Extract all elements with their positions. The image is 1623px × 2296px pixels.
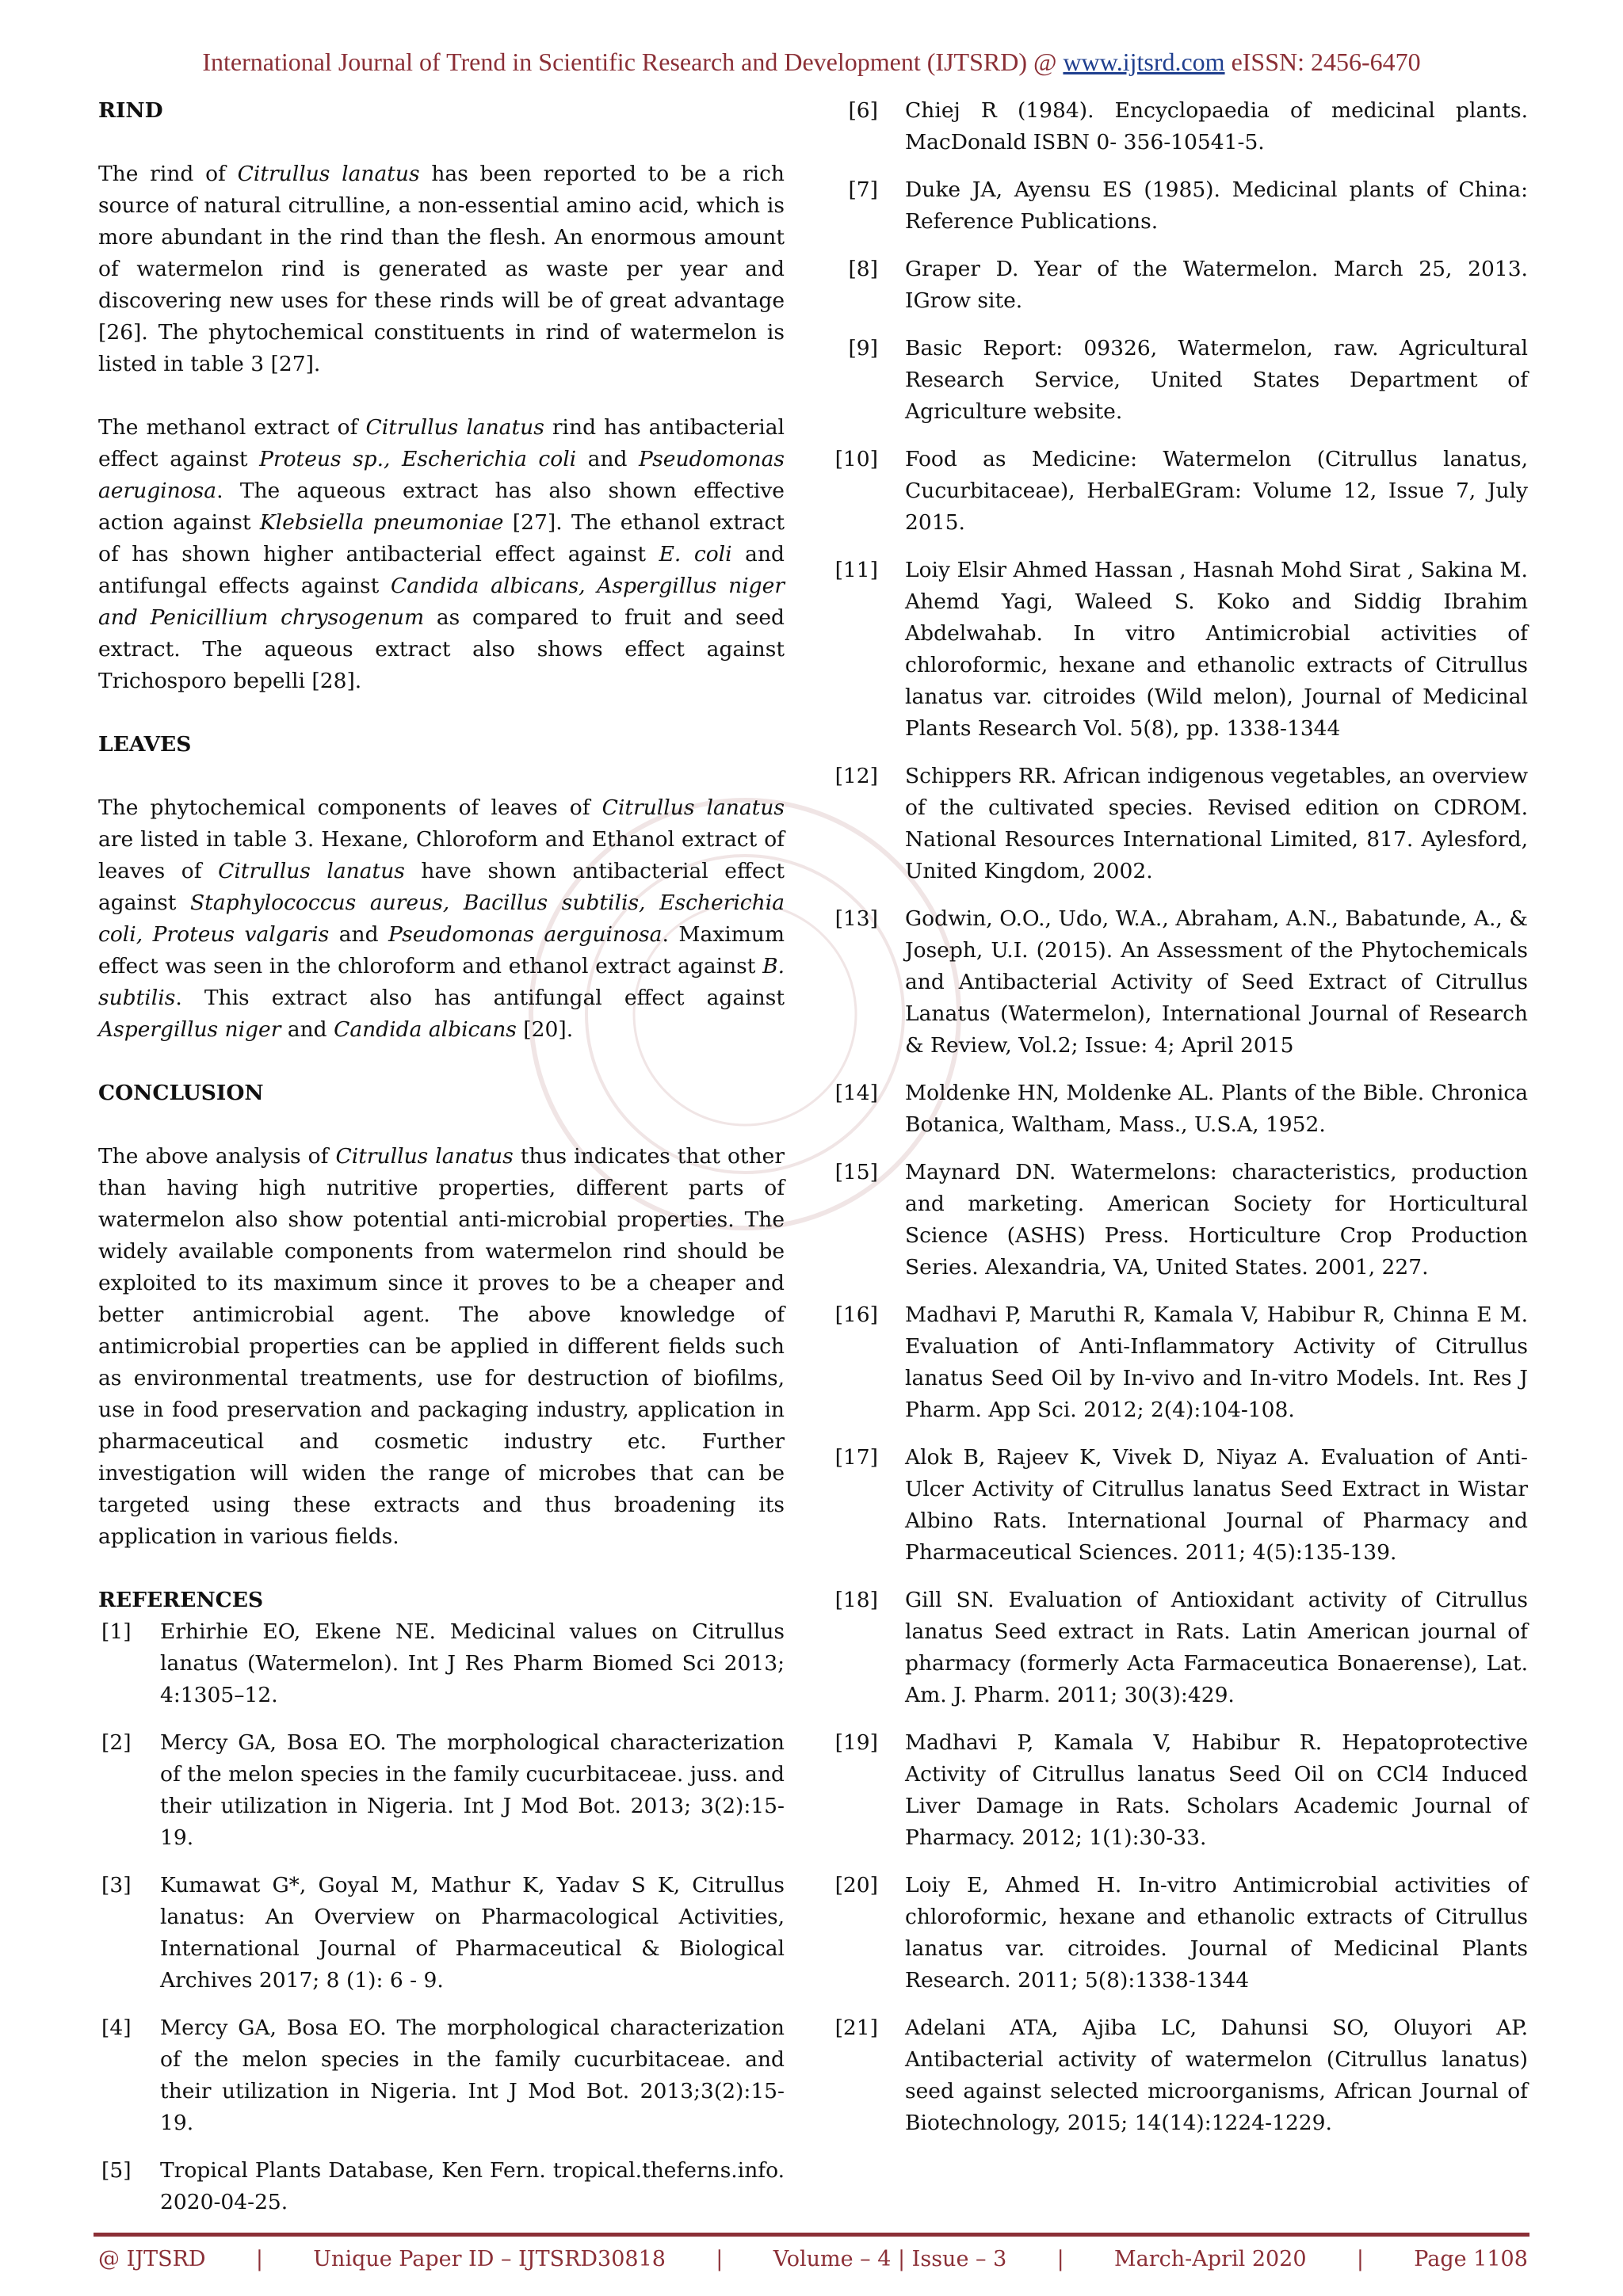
reference-number: [21]	[834, 2016, 878, 2040]
text-run: and	[329, 922, 388, 947]
reference-text: Erhirhie EO, Ekene NE. Medicinal values on Citrullus lanatus (Watermelon). Int J Res Pharm Biomed Sci 2013; 4:1305–12.	[160, 1619, 785, 1707]
reference-number: [5]	[101, 2158, 132, 2183]
text-run: The rind of	[98, 162, 238, 186]
text-run: has been reported to be a rich source of natural citrulline, a non-essential amino acid, which is more abundant in the rind than the flesh. An enormous amount of watermelon rind is generated as waste per year and discovering new uses for these rinds will be of great advantage [26]. The phytochemical constituents in rind of watermelon is listed in table 3 [27].	[98, 162, 785, 376]
footer-rule	[94, 2233, 1529, 2237]
references-section-left	[98, 1585, 785, 2218]
reference-item	[829, 1299, 1528, 1426]
reference-number: [8]	[848, 257, 878, 281]
footer-separator: |	[716, 2247, 724, 2271]
reference-item	[98, 1727, 785, 1854]
reference-text: Kumawat G*, Goyal M, Mathur K, Yadav S K, Citrullus lanatus: An Overview on Pharmacological Activities, International Journal of Pharmaceutical & Biological Archives 2017; 8 (1): 6 - 9.	[160, 1873, 785, 1993]
rind-section	[98, 95, 785, 697]
footer-paper-id: Unique Paper ID – IJTSRD30818	[313, 2247, 666, 2271]
conclusion-section	[98, 1077, 785, 1553]
text-run: The methanol extract of	[98, 415, 366, 440]
text-run: . The aqueous extract has also shown effective action against	[98, 479, 785, 535]
reference-item	[98, 2012, 785, 2139]
reference-item	[829, 333, 1528, 428]
running-header	[0, 48, 1623, 77]
italic-text-run: Citrullus lanatus	[335, 1144, 514, 1169]
reference-text: Loiy Elsir Ahmed Hassan , Hasnah Mohd Sirat , Sakina M. Ahemd Yagi, Waleed S. Koko and Siddig Ibrahim Abdelwahab. In vitro Antimicrobial activities of chloroformic, hexane and ethanolic extracts of Citrullus lanatus var. citroides (Wild melon), Journal of Medicinal Plants Research Vol. 5(8), pp. 1338-1344	[905, 558, 1528, 741]
reference-number: [3]	[101, 1873, 132, 1897]
reference-number: [15]	[834, 1160, 878, 1184]
reference-item	[829, 254, 1528, 317]
footer-separator: |	[255, 2247, 263, 2271]
italic-text-run: Pseudomonas aeruginosa	[98, 447, 785, 503]
reference-number: [11]	[834, 558, 878, 582]
reference-text: Loiy E, Ahmed H. In-vitro Antimicrobial activities of chloroformic, hexane and ethanolic extracts of Citrullus lanatus var. citroides. Journal of Medicinal Plants Research. 2011; 5(8):1338-1344	[905, 1873, 1528, 1993]
reference-list-left	[98, 1616, 785, 2218]
conclusion-paragraph	[98, 1141, 785, 1553]
reference-item	[829, 1157, 1528, 1283]
reference-text: Mercy GA, Bosa EO. The morphological characterization of the melon species in the family cucurbitaceae. juss. and their utilization in Nigeria. Int J Mod Bot. 2013; 3(2):15-19.	[160, 1730, 785, 1850]
reference-text: Godwin, O.O., Udo, W.A., Abraham, A.N., Babatunde, A., & Joseph, U.I. (2015). An Assessment of the Phytochemicals and Antibacterial Activity of Seed Extract of Citrullus Lanatus (Watermelon), International Journal of Research & Review, Vol.2; Issue: 4; April 2015	[905, 906, 1528, 1058]
reference-text: Mercy GA, Bosa EO. The morphological characterization of the melon species in the family cucurbitaceae. and their utilization in Nigeria. Int J Mod Bot. 2013;3(2):15-19.	[160, 2016, 785, 2135]
reference-item	[98, 1870, 785, 1997]
italic-text-run: Klebsiella pneumoniae	[259, 510, 504, 535]
reference-text: Adelani ATA, Ajiba LC, Dahunsi SO, Oluyori AP. Antibacterial activity of watermelon (Citrullus lanatus) seed against selected microorganisms, African Journal of Biotechnology, 2015; 14(14):1224-1229.	[905, 2016, 1528, 2135]
reference-number: [2]	[101, 1730, 132, 1755]
reference-item	[829, 1077, 1528, 1141]
text-run: . This extract also has antifungal effect against	[175, 986, 785, 1010]
italic-text-run: Citrullus lanatus	[601, 795, 785, 820]
reference-text: Chiej R (1984). Encyclopaedia of medicinal plants. MacDonald ISBN 0- 356-10541-5.	[905, 98, 1528, 154]
reference-text: Graper D. Year of the Watermelon. March 25, 2013. IGrow site.	[905, 257, 1528, 313]
rind-heading: RIND	[98, 98, 163, 123]
reference-item	[829, 903, 1528, 1062]
reference-number: [20]	[834, 1873, 878, 1897]
rind-paragraph-1	[98, 158, 785, 380]
footer-publisher: @ IJTSRD	[98, 2247, 206, 2271]
footer-separator: |	[1056, 2247, 1064, 2271]
text-run: as compared to fruit and seed extract. The aqueous extract also shows effect against Trichosporo bepelli [28].	[98, 605, 785, 693]
reference-text: Basic Report: 09326, Watermelon, raw. Agricultural Research Service, United States Department of Agriculture website.	[905, 336, 1528, 424]
italic-text-run: Staphylococcus aureus, Bacillus subtilis, Escherichia coli, Proteus valgaris	[98, 891, 785, 947]
reference-text: Tropical Plants Database, Ken Fern. tropical.theferns.info. 2020-04-25.	[160, 2158, 785, 2214]
reference-item	[829, 1870, 1528, 1997]
italic-text-run: B. subtilis	[98, 954, 785, 1010]
footer-date: March-April 2020	[1114, 2247, 1307, 2271]
italic-text-run: Proteus sp., Escherichia coli	[259, 447, 577, 471]
reference-text: Madhavi P, Kamala V, Habibur R. Hepatoprotective Activity of Citrullus lanatus Seed Oil on CCl4 Induced Liver Damage in Rats. Scholars Academic Journal of Pharmacy. 2012; 1(1):30-33.	[905, 1730, 1528, 1850]
reference-item	[98, 2155, 785, 2218]
reference-text: Alok B, Rajeev K, Vivek D, Niyaz A. Evaluation of Anti-Ulcer Activity of Citrullus lanatus Seed Extract in Wistar Albino Rats. International Journal of Pharmacy and Pharmaceutical Sciences. 2011; 4(5):135-139.	[905, 1445, 1528, 1565]
italic-text-run: Citrullus lanatus	[218, 859, 405, 883]
reference-item	[829, 1727, 1528, 1854]
reference-text: Moldenke HN, Moldenke AL. Plants of the Bible. Chronica Botanica, Waltham, Mass., U.S.A, 1952.	[905, 1081, 1528, 1137]
italic-text-run: E. coli	[659, 542, 732, 566]
reference-item	[829, 174, 1528, 238]
reference-item	[829, 1442, 1528, 1569]
running-footer	[98, 2247, 1528, 2271]
reference-number: [9]	[848, 336, 878, 360]
reference-text: Schippers RR. African indigenous vegetables, an overview of the cultivated species. Revised edition on CDROM. National Resources International Limited, 817. Aylesford, United Kingdom, 2002.	[905, 764, 1528, 883]
reference-number: [1]	[101, 1619, 132, 1644]
reference-item	[829, 555, 1528, 745]
reference-number: [7]	[848, 177, 878, 202]
leaves-paragraph	[98, 792, 785, 1046]
reference-number: [14]	[834, 1081, 878, 1105]
reference-text: Food as Medicine: Watermelon (Citrullus lanatus, Cucurbitaceae), HerbalEGram: Volume 12, Issue 7, July 2015.	[905, 447, 1528, 535]
reference-number: [10]	[834, 447, 878, 471]
left-column	[98, 95, 785, 2234]
reference-number: [13]	[834, 906, 878, 931]
conclusion-heading: CONCLUSION	[98, 1081, 264, 1105]
text-run: and	[281, 1017, 334, 1042]
text-run: rind has antibacterial effect against	[98, 415, 785, 471]
reference-number: [16]	[834, 1302, 878, 1327]
reference-item	[829, 444, 1528, 539]
issn: eISSN: 2456-6470	[1224, 48, 1421, 76]
reference-item	[829, 761, 1528, 887]
leaves-heading: LEAVES	[98, 732, 192, 757]
reference-item	[829, 95, 1528, 158]
rind-paragraph-2	[98, 412, 785, 697]
text-run: are listed in table 3. Hexane, Chloroform and Ethanol extract of leaves of	[98, 827, 785, 883]
leaves-section	[98, 729, 785, 1046]
reference-text: Gill SN. Evaluation of Antioxidant activity of Citrullus lanatus Seed extract in Rats. Latin American journal of pharmacy (formerly Acta Farmaceutica Bonaerense), Lat. Am. J. Pharm. 2011; 30(3):429.	[905, 1588, 1528, 1707]
italic-text-run: Citrullus lanatus	[365, 415, 544, 440]
text-run: thus indicates that other than having high nutritive properties, different parts of watermelon also show potential anti-microbial properties. The widely available components from watermelon rind should be exploited to its maximum since it proves to be a cheaper and better antimicrobial agent. The above knowledge of antimicrobial properties can be applied in different fields such as environmental treatments, use for destruction of biofilms, use in food preservation and packaging industry, application in pharmaceutical and cosmetic industry etc. Further investigation will widen the range of microbes that can be targeted using these extracts and thus broadening its application in various fields.	[98, 1144, 785, 1549]
journal-name: International Journal of Trend in Scientific Research and Development (IJTSRD) @	[202, 48, 1064, 76]
text-run: have shown antibacterial effect against	[98, 859, 785, 915]
reference-text: Duke JA, Ayensu ES (1985). Medicinal plants of China: Reference Publications.	[905, 177, 1528, 234]
references-heading: REFERENCES	[98, 1588, 264, 1612]
text-run: and antifungal effects against	[98, 542, 785, 598]
reference-number: [17]	[834, 1445, 878, 1470]
reference-item	[829, 1585, 1528, 1711]
reference-number: [12]	[834, 764, 878, 788]
reference-number: [18]	[834, 1588, 878, 1612]
text-run: and	[576, 447, 640, 471]
text-run: [27]. The ethanol extract of has shown higher antibacterial effect against	[98, 510, 785, 566]
italic-text-run: Candida albicans	[334, 1017, 517, 1042]
text-run: [20].	[516, 1017, 574, 1042]
reference-text: Maynard DN. Watermelons: characteristics, production and marketing. American Society for Horticultural Science (ASHS) Press. Horticulture Crop Production Series. Alexandria, VA, United States. 2001, 227.	[905, 1160, 1528, 1280]
footer-separator: |	[1356, 2247, 1364, 2271]
italic-text-run: Pseudomonas aerguinosa	[388, 922, 663, 947]
reference-number: [4]	[101, 2016, 132, 2040]
journal-url-link[interactable]: www.ijtsrd.com	[1063, 48, 1225, 76]
right-column	[829, 95, 1528, 2155]
italic-text-run: Candida albicans, Aspergillus niger and Penicillium chrysogenum	[98, 574, 785, 630]
text-run: . Maximum effect was seen in the chloroform and ethanol extract against	[98, 922, 785, 978]
italic-text-run: Aspergillus niger	[98, 1017, 281, 1042]
footer-page-number: Page 1108	[1414, 2247, 1528, 2271]
reference-number: [19]	[834, 1730, 878, 1755]
footer-volume: Volume – 4 | Issue – 3	[773, 2247, 1007, 2271]
text-run: The phytochemical components of leaves of	[98, 795, 602, 820]
reference-text: Madhavi P, Maruthi R, Kamala V, Habibur R, Chinna E M. Evaluation of Anti-Inflammatory Activity of Citrullus lanatus Seed Oil by In-vivo and In-vitro Models. Int. Res J Pharm. App Sci. 2012; 2(4):104-108.	[905, 1302, 1528, 1422]
text-run: The above analysis of	[98, 1144, 336, 1169]
reference-item	[829, 2012, 1528, 2139]
reference-item	[98, 1616, 785, 1711]
reference-number: [6]	[848, 98, 878, 123]
reference-list-right	[829, 95, 1528, 2139]
italic-text-run: Citrullus lanatus	[237, 162, 420, 186]
